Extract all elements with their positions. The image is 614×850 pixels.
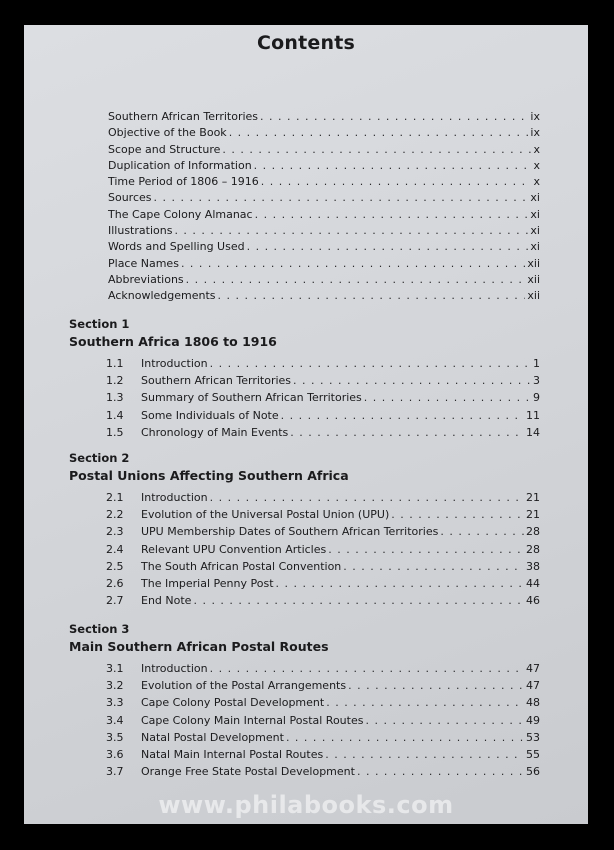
dot-leader	[255, 207, 529, 223]
toc-entry	[108, 223, 540, 239]
entry-page: xi	[530, 224, 540, 238]
toc-entry	[106, 407, 540, 424]
entry-title: Place Names	[108, 256, 179, 270]
entry-number: 2.3	[106, 525, 124, 539]
entry-page: 55	[526, 747, 540, 761]
entry-title: Cape Colony Main Internal Postal Routes	[141, 713, 364, 727]
entry-title: Scope and Structure	[108, 142, 221, 156]
entry-title: Summary of Southern African Territories	[141, 391, 362, 405]
dot-leader	[290, 424, 524, 441]
entry-number: 2.7	[106, 594, 124, 608]
entry-number: 1.1	[106, 357, 124, 370]
entry-number: 3.2	[106, 679, 124, 693]
dot-leader	[293, 372, 531, 389]
entry-title: Cape Colony Postal Development	[141, 696, 325, 710]
toc-entry	[106, 729, 540, 746]
entry-page: 46	[526, 594, 540, 608]
toc-entry	[108, 239, 540, 255]
entry-number: 2.2	[106, 508, 124, 522]
section-title: Main Southern African Postal Routes	[69, 639, 329, 654]
toc-entry	[108, 272, 540, 288]
toc-entry	[106, 389, 540, 406]
entry-number: 2.6	[106, 576, 124, 590]
entry-page: 28	[526, 542, 540, 556]
dot-leader	[154, 190, 529, 206]
dot-leader	[391, 506, 524, 523]
entry-title: UPU Membership Dates of Southern African Territories	[141, 525, 439, 539]
entry-number: 1.3	[106, 391, 124, 405]
entry-number: 3.6	[106, 747, 124, 761]
entry-page: 53	[526, 730, 540, 744]
entry-page: 21	[526, 508, 540, 522]
dot-leader	[210, 489, 524, 506]
dot-leader	[440, 523, 524, 540]
entry-number: 1.4	[106, 408, 124, 422]
entry-page: xii	[527, 289, 540, 303]
entry-number: 2.1	[106, 491, 124, 504]
entry-title: Natal Postal Development	[141, 730, 284, 744]
toc-entry	[106, 677, 540, 694]
entry-number: 3.3	[106, 696, 124, 710]
toc-entry	[108, 190, 540, 206]
toc-entry	[106, 575, 540, 592]
toc-entry	[106, 694, 540, 711]
entry-page: 21	[526, 491, 540, 504]
dot-leader	[174, 223, 528, 239]
section-title: Southern Africa 1806 to 1916	[69, 334, 277, 349]
entry-title: Duplication of Information	[108, 158, 252, 172]
intro-list	[108, 109, 540, 305]
dot-leader	[210, 660, 524, 677]
dot-leader	[254, 158, 532, 174]
entry-title: Orange Free State Postal Development	[141, 765, 355, 779]
toc-entry	[106, 746, 540, 763]
entry-page: x	[533, 175, 540, 189]
entry-title: The South African Postal Convention	[141, 559, 342, 573]
entry-page: xii	[527, 256, 540, 270]
entry-title: Some Individuals of Note	[141, 408, 279, 422]
dot-leader	[286, 729, 524, 746]
dot-leader	[343, 558, 524, 575]
toc-entry	[108, 256, 540, 272]
dot-leader	[222, 142, 531, 158]
entry-page: xii	[527, 272, 540, 286]
entry-page: 56	[526, 765, 540, 779]
dot-leader	[181, 256, 525, 272]
entry-title: Illustrations	[108, 224, 173, 238]
entry-title: Sources	[108, 191, 152, 205]
entry-page: x	[533, 142, 540, 156]
section-label: Section 2	[69, 451, 130, 465]
entry-page: x	[533, 158, 540, 172]
toc-entry	[108, 142, 540, 158]
entry-number: 1.2	[106, 374, 124, 388]
section-title: Postal Unions Affecting Southern Africa	[69, 468, 349, 483]
entry-page: xi	[530, 191, 540, 205]
dot-leader	[348, 677, 524, 694]
entry-page: xi	[530, 240, 540, 254]
entry-page: ix	[530, 110, 540, 123]
section-2	[69, 450, 540, 609]
entry-title: The Imperial Penny Post	[141, 576, 274, 590]
dot-leader	[229, 125, 529, 141]
dot-leader	[260, 109, 528, 125]
entry-title: End Note	[141, 594, 192, 608]
dot-leader	[210, 355, 531, 372]
toc-entry	[108, 158, 540, 174]
dot-leader	[328, 541, 524, 558]
section-3	[69, 621, 540, 780]
entry-page: 47	[526, 679, 540, 693]
entry-number: 3.1	[106, 662, 124, 675]
entry-page: 3	[533, 374, 540, 388]
toc-entry	[106, 372, 540, 389]
toc-entry	[106, 424, 540, 441]
entry-title: Introduction	[141, 662, 208, 675]
dot-leader	[218, 288, 526, 304]
entry-page: 9	[533, 391, 540, 405]
dot-leader	[186, 272, 526, 288]
toc-entry	[106, 592, 540, 609]
section-1	[69, 316, 540, 441]
toc-entry	[106, 660, 540, 677]
entry-page: 48	[526, 696, 540, 710]
entry-page: 28	[526, 525, 540, 539]
section-label: Section 3	[69, 622, 130, 636]
entry-title: Introduction	[141, 357, 208, 370]
entry-title: Evolution of the Universal Postal Union (UPU)	[141, 508, 390, 522]
entry-title: Natal Main Internal Postal Routes	[141, 747, 324, 761]
entry-number: 2.5	[106, 559, 124, 573]
dot-leader	[276, 575, 524, 592]
entry-title: Abbreviations	[108, 272, 184, 286]
entry-title: Evolution of the Postal Arrangements	[141, 679, 347, 693]
dot-leader	[281, 407, 524, 424]
entry-title: Relevant UPU Convention Articles	[141, 542, 327, 556]
dot-leader	[364, 389, 531, 406]
toc-entry	[106, 558, 540, 575]
entry-page: 47	[526, 662, 540, 675]
entry-title: Southern African Territories	[108, 110, 259, 123]
dot-leader	[247, 239, 529, 255]
dot-leader	[365, 712, 524, 729]
toc-entry	[108, 174, 540, 190]
toc-entry	[106, 506, 540, 523]
entry-page: ix	[530, 126, 540, 140]
entry-title: The Cape Colony Almanac	[108, 207, 253, 221]
entry-page: 11	[526, 408, 540, 422]
dot-leader	[261, 174, 532, 190]
toc-entry	[108, 125, 540, 141]
watermark: www.philabooks.com	[158, 791, 454, 819]
section-label: Section 1	[69, 317, 130, 331]
entry-title: Time Period of 1806 – 1916	[108, 175, 259, 189]
entry-number: 2.4	[106, 542, 124, 556]
entry-page: 38	[526, 559, 540, 573]
page-title: Contents	[256, 32, 355, 54]
entry-title: Southern African Territories	[141, 374, 292, 388]
toc-entry	[106, 523, 540, 540]
toc-entry	[108, 109, 540, 125]
dot-leader	[193, 592, 524, 609]
entry-title: Introduction	[141, 491, 208, 504]
toc-entry	[106, 541, 540, 558]
toc-entry	[106, 489, 540, 506]
entry-title: Objective of the Book	[108, 126, 227, 140]
toc-entry	[106, 763, 540, 780]
entry-number: 3.5	[106, 730, 124, 744]
entry-title: Acknowledgements	[108, 289, 216, 303]
entry-number: 1.5	[106, 425, 124, 439]
entry-page: xi	[530, 207, 540, 221]
toc-entry	[108, 207, 540, 223]
entry-title: Chronology of Main Events	[141, 425, 289, 439]
book-page	[24, 25, 588, 824]
entry-number: 3.7	[106, 765, 124, 779]
toc-entry	[106, 355, 540, 372]
entry-page: 1	[533, 357, 540, 370]
dot-leader	[325, 746, 524, 763]
entry-number: 3.4	[106, 713, 124, 727]
dot-leader	[357, 763, 524, 780]
toc-entry	[108, 288, 540, 304]
entry-page: 14	[526, 425, 540, 439]
toc-entry	[106, 712, 540, 729]
entry-title: Words and Spelling Used	[108, 240, 245, 254]
entry-page: 49	[526, 713, 540, 727]
entry-page: 44	[526, 576, 540, 590]
dot-leader	[326, 694, 524, 711]
